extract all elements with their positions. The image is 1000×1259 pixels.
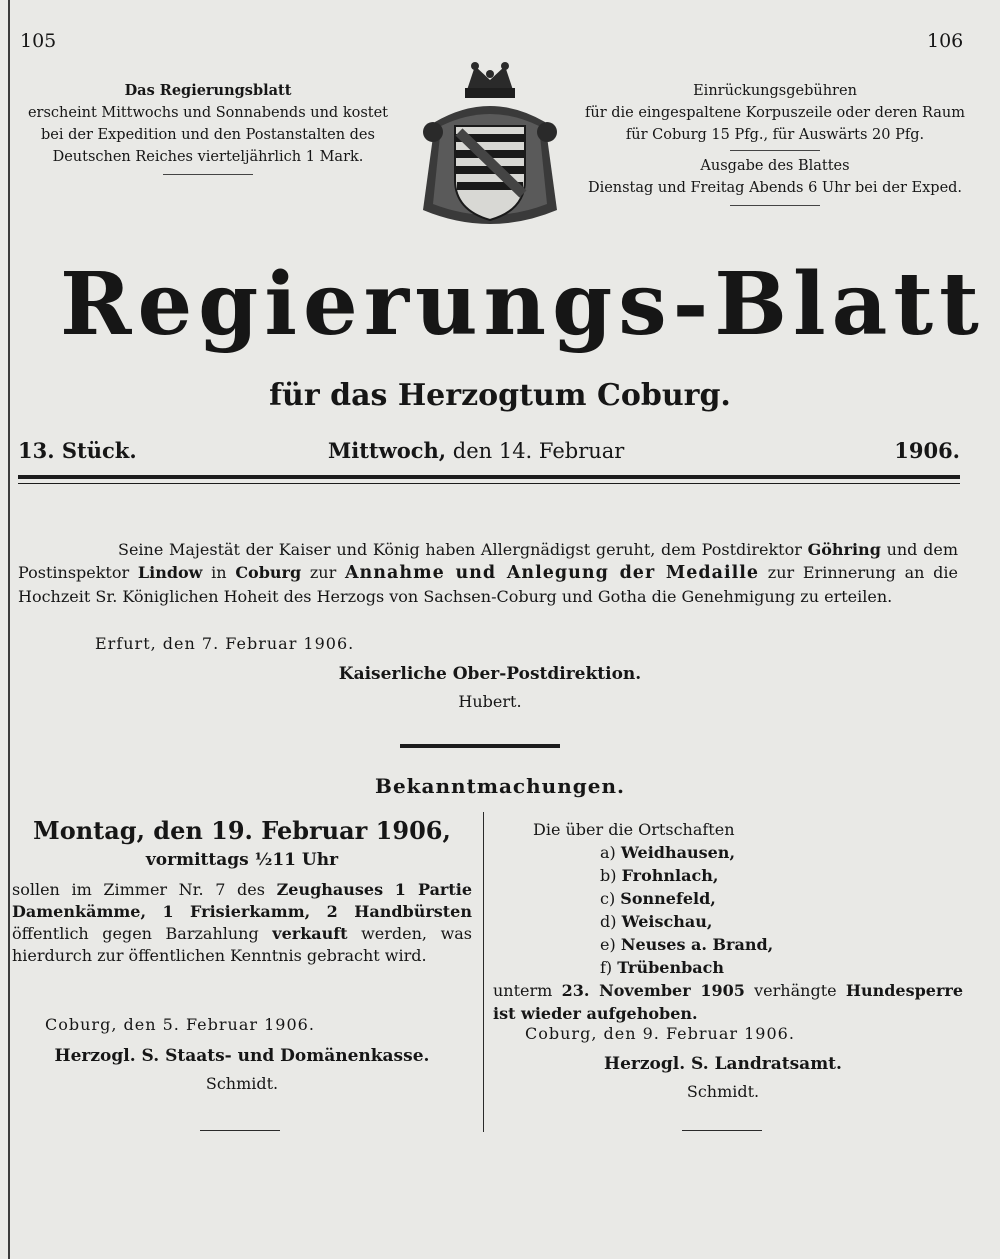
place-name: Frohnlach, (621, 866, 719, 885)
advertising-info (580, 80, 970, 206)
place-letter: b) (600, 866, 617, 885)
notice-authority: Kaiserliche Ober-Postdirektion. (338, 664, 642, 684)
info-line: bei der Expedition und den Postanstalten des (41, 127, 375, 143)
section-title: Bekanntmachungen. (375, 774, 625, 798)
notice-text: Seine Majestät der Kaiser und König haben Allergnädigst geruht, dem Postdirektor (118, 540, 808, 559)
info-line: Ausgabe des Blattes (700, 158, 850, 174)
notice-text: und (880, 540, 918, 559)
info-line: erscheint Mittwochs und Sonnabends und kostet (27, 105, 389, 121)
place-item (600, 864, 963, 887)
end-rule (682, 1130, 762, 1131)
info-line: Einrückungsgebühren (693, 83, 857, 99)
body-text: werden, was hierdurch zur öffentlichen Kenntnis gebracht wird. (12, 924, 473, 965)
body-text: öffentlich gegen Barzahlung (12, 924, 273, 943)
place-name: Weischau, (621, 912, 713, 931)
notice-text: dem Postinspektor (18, 540, 959, 582)
info-line: für die eingespaltene Korpuszeile oder deren Raum (584, 105, 965, 121)
column-divider (483, 812, 484, 1132)
info-line: für Coburg 15 Pfg., für Auswärts 20 Pfg. (625, 127, 925, 143)
auction-authority: Herzogl. S. Staats- und Domänenkasse. (54, 1046, 430, 1066)
page-edge-rule (8, 0, 10, 1259)
dateline (18, 438, 960, 472)
masthead-subtitle: für das Herzogtum Coburg. (269, 378, 731, 413)
divider (730, 150, 820, 151)
notice-place-date: Erfurt, den 7. Februar 1906. (95, 634, 355, 653)
ducal-crest-icon (415, 60, 565, 238)
award-notice (18, 538, 958, 608)
body-emphasis: verkauft (272, 924, 348, 943)
masthead-title: Regierungs-Blatt (60, 254, 985, 355)
dog-ban-signature: Schmidt. (686, 1082, 760, 1101)
place-item (600, 887, 963, 910)
header-rule-thin (18, 483, 960, 484)
issue-number: 13. Stück. (18, 438, 137, 463)
subscription-info (18, 80, 398, 175)
place-name: Sonnefeld, (620, 889, 716, 908)
place-letter: a) (600, 843, 616, 862)
body-emphasis: Zeughauses (276, 880, 384, 899)
place-item (600, 841, 963, 864)
auction-place-date: Coburg, den 5. Februar 1906. (45, 1015, 315, 1034)
dog-ban-place-date: Coburg, den 9. Februar 1906. (525, 1024, 795, 1043)
body-text: unterm (493, 981, 562, 1000)
divider (730, 205, 820, 206)
header-rule (18, 475, 960, 479)
info-line: Dienstag und Freitag Abends 6 Uhr bei der Exped. (587, 180, 963, 196)
place-letter: d) (600, 912, 617, 931)
notice-name: Göhring (807, 540, 881, 559)
notice-place-name: Coburg (235, 563, 302, 582)
notice-text: in (202, 563, 236, 582)
place-letter: e) (600, 935, 616, 954)
dog-ban-announcement (493, 818, 963, 1025)
body-text: sollen im Zimmer Nr. 7 des (12, 880, 277, 899)
notice-emphasis: Annahme und Anlegung der Medaille (344, 563, 760, 583)
intro-text: Die über die Ortschaften (533, 820, 735, 839)
body-emphasis: 1 Partie Damenkämme, 1 Frisierkamm, 2 Handbürsten (12, 880, 473, 921)
page-number-right: 106 (927, 30, 964, 52)
body-text: verhängte (744, 981, 846, 1000)
auction-signature: Schmidt. (205, 1074, 279, 1093)
info-line: Deutschen Reiches vierteljährlich 1 Mark. (52, 149, 364, 165)
notice-text: zur (301, 563, 345, 582)
body-emphasis: 23. November 1905 (561, 981, 745, 1000)
notice-signature: Hubert. (458, 692, 522, 711)
body-emphasis: Hundesperre ist wieder aufgehoben. (493, 981, 964, 1023)
place-name: Neuses a. Brand, (620, 935, 774, 954)
end-rule (200, 1130, 280, 1131)
place-item (600, 956, 963, 979)
auction-time: vormittags ½11 Uhr (145, 850, 339, 870)
place-list (493, 841, 963, 979)
notice-name: Lindow (137, 563, 203, 582)
place-name: Weidhausen, (620, 843, 736, 862)
section-divider (400, 744, 560, 748)
auction-text (12, 879, 472, 967)
place-letter: f) (600, 958, 613, 977)
issue-date (328, 438, 624, 463)
place-item (600, 933, 963, 956)
auction-date: Montag, den 19. Februar 1906, (33, 816, 451, 845)
place-name: Trübenbach (617, 958, 724, 977)
dog-ban-authority: Herzogl. S. Landratsamt. (604, 1054, 842, 1074)
weekday: Mittwoch, (328, 438, 447, 463)
issue-year: 1906. (894, 438, 960, 463)
dog-ban-text (493, 979, 963, 1025)
page-number-left: 105 (20, 30, 57, 52)
divider (163, 174, 253, 175)
place-letter: c) (600, 889, 616, 908)
date-text: den 14. Februar (452, 439, 625, 463)
place-item (600, 910, 963, 933)
auction-announcement (12, 815, 472, 967)
notice-text: Erinnerung an die Hochzeit Sr. Königlichen Hoheit des Herzogs von Sachsen-Coburg und Gotha die Genehmigung zu erteilen. (18, 563, 959, 606)
info-line: Das Regierungsblatt (124, 82, 292, 99)
notice-text: zur (759, 563, 795, 582)
